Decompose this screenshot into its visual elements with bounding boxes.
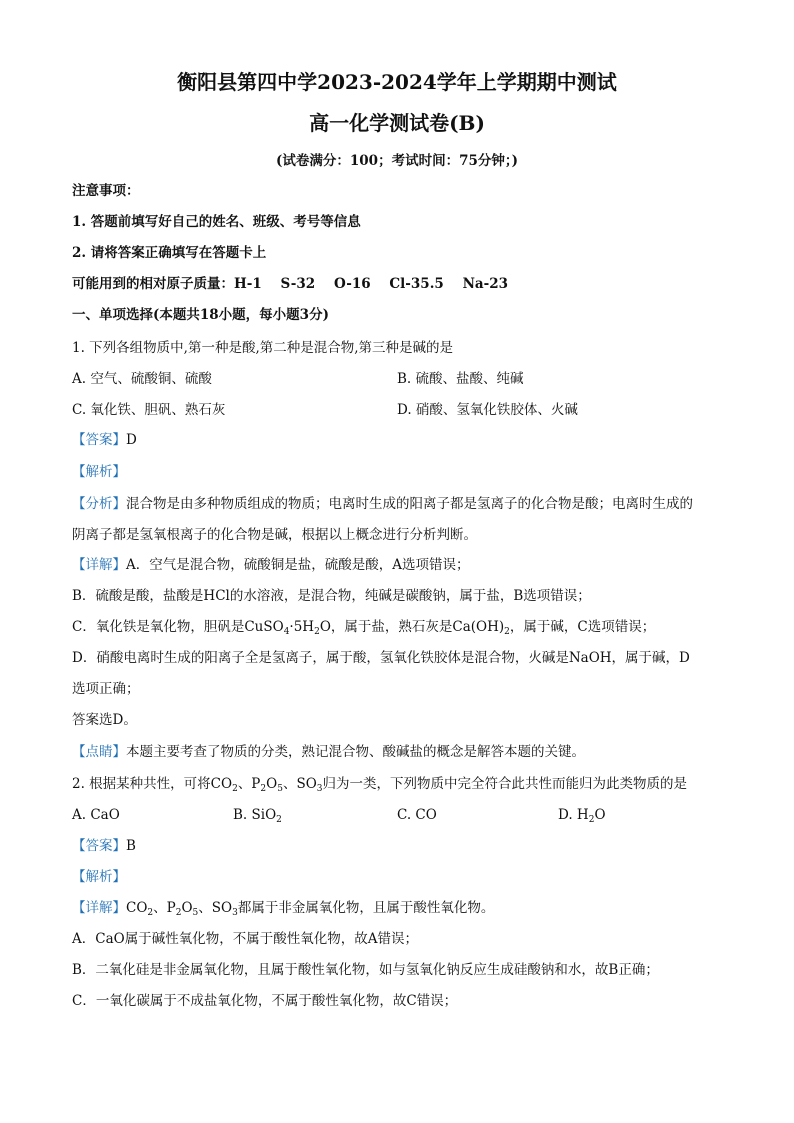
answer-value: B (126, 838, 136, 854)
q1-detail-b: B．硫酸是酸，盐酸是HCl的水溶液，是混合物，纯碱是碳酸钠，属于盐，B选项错误； (72, 588, 591, 604)
q1-answer (72, 430, 137, 450)
q1-detail-a (72, 555, 470, 575)
fenxi-text: 混合物是由多种物质组成的物质；电离时生成的阳离子都是氢离子的化合物是酸；电离时生成的 (126, 496, 693, 512)
notes-heading: 注意事项： (72, 183, 140, 199)
note-item-1: 1. 答题前填写好自己的姓名、班级、考号等信息 (72, 214, 361, 230)
text-segment: ，属于碱，C选项错误； (509, 619, 656, 635)
answer-tag: 【答案】 (72, 838, 126, 854)
subscript: 2 (276, 815, 282, 825)
detail-tag: 【详解】 (72, 900, 126, 916)
text-segment: 、P (237, 776, 261, 792)
analysis-tag: 【解析】 (72, 869, 126, 885)
q1-option-b: B. 硫酸、盐酸、纯碱 (397, 371, 524, 387)
q2-detail-intro (72, 898, 494, 918)
q2-option-d (558, 805, 606, 825)
text-segment: 都属于非金属氧化物，且属于酸性氧化物。 (237, 900, 495, 916)
dianjing-tag: 【点睛】 (72, 744, 126, 760)
subscript: 4 (283, 627, 290, 637)
text-segment: 2. 根据某种共性，可将CO (72, 776, 233, 792)
q1-detail-d-cont: 选项正确； (72, 681, 140, 697)
subscript: 5 (277, 784, 283, 794)
exam-subtitle: 高一化学测试卷(B) (309, 111, 485, 135)
formula: Ca(OH) (452, 619, 505, 635)
atomic-mass-line: 可能用到的相对原子质量：H-1 S-32 O-16 Cl-35.5 Na-23 (72, 276, 509, 292)
q1-detail-c (72, 617, 655, 637)
formula: NaOH (568, 650, 612, 666)
analysis-tag: 【解析】 (72, 464, 126, 480)
text-segment: 归为一类，下列物质中完全符合此共性而能归为此类物质的是 (322, 776, 688, 792)
text-segment: ，属于盐，熟石灰是 (330, 619, 453, 635)
subscript: 2 (232, 784, 238, 794)
text-segment: B. SiO (233, 807, 277, 823)
q2-option-c: C. CO (397, 807, 437, 823)
q1-option-a: A. 空气、硫酸铜、硫酸 (72, 371, 212, 387)
subscript: 2 (314, 627, 320, 637)
q2-detail-a: A．CaO属于碱性氧化物，不属于酸性氧化物，故A错误； (72, 931, 418, 947)
text-segment: CO (126, 900, 148, 916)
text-segment: O (594, 807, 606, 823)
q1-fenxi-1 (72, 494, 693, 514)
q2-detail-b: B．二氧化硅是非金属氧化物，且属于酸性氧化物，如与氢氧化钠反应生成硅酸钠和水，故B正确； (72, 962, 659, 978)
q1-stem: 1. 下列各组物质中,第一种是酸,第二种是混合物,第三种是碱的是 (72, 340, 454, 356)
text-segment: ，属于碱，D (611, 650, 690, 666)
subscript: 2 (504, 627, 510, 637)
section-heading: 一、单项选择(本题共18小题，每小题3分) (72, 307, 329, 323)
subscript: 2 (147, 908, 154, 918)
text-segment: O (181, 900, 193, 916)
subscript: 2 (260, 784, 267, 794)
subscript: 5 (192, 908, 199, 918)
q2-analysis-tag (72, 867, 126, 887)
q2-detail-c: C．一氧化碳属于不成盐氧化物，不属于酸性氧化物，故C错误； (72, 993, 458, 1009)
answer-value: D (126, 432, 137, 448)
subscript: 2 (175, 908, 182, 918)
q2-option-b (233, 805, 282, 825)
formula: ·5H (289, 619, 315, 635)
text-segment: 、SO (198, 900, 233, 916)
formula: CuSO (244, 619, 284, 635)
q1-option-d: D. 硝酸、氢氧化铁胶体、火碱 (397, 402, 578, 418)
subscript: 3 (232, 908, 238, 918)
subscript: 2 (588, 815, 595, 825)
exam-info: (试卷满分：100；考试时间：75分钟；) (276, 153, 518, 169)
text-segment: 、P (153, 900, 176, 916)
q1-analysis-tag (72, 462, 126, 482)
q1-fenxi-2: 阴离子都是氢氧根离子的化合物是碱，根据以上概念进行分析判断。 (72, 527, 477, 543)
dianjing-text: 本题主要考查了物质的分类，熟记混合物、酸碱盐的概念是解答本题的关键。 (126, 744, 585, 760)
q1-dianjing (72, 742, 585, 762)
q1-option-c: C. 氧化铁、胆矾、熟石灰 (72, 402, 226, 418)
text-segment: 、SO (282, 776, 317, 792)
q1-detail-d (72, 648, 690, 668)
detail-tag: 【详解】 (72, 557, 126, 573)
text-segment: O (266, 776, 278, 792)
subscript: 3 (316, 784, 323, 794)
formula: O (319, 619, 331, 635)
text-segment: D. H (558, 807, 589, 823)
q2-option-a: A. CaO (72, 807, 120, 823)
q2-stem (72, 774, 687, 794)
answer-tag: 【答案】 (72, 432, 126, 448)
fenxi-tag: 【分析】 (72, 496, 126, 512)
text-segment: D．硝酸电离时生成的阳离子全是氢离子，属于酸，氢氧化铁胶体是混合物，火碱是 (72, 650, 569, 666)
q2-answer (72, 836, 136, 856)
note-item-2: 2. 请将答案正确填写在答题卡上 (72, 245, 267, 261)
q1-conclusion: 答案选D。 (72, 712, 137, 728)
detail-text: A．空气是混合物，硫酸铜是盐，硫酸是酸，A选项错误； (126, 557, 470, 573)
text-segment: C．氧化铁是氧化物，胆矾是 (72, 619, 245, 635)
exam-title: 衡阳县第四中学2023-2024学年上学期期中测试 (177, 70, 617, 94)
